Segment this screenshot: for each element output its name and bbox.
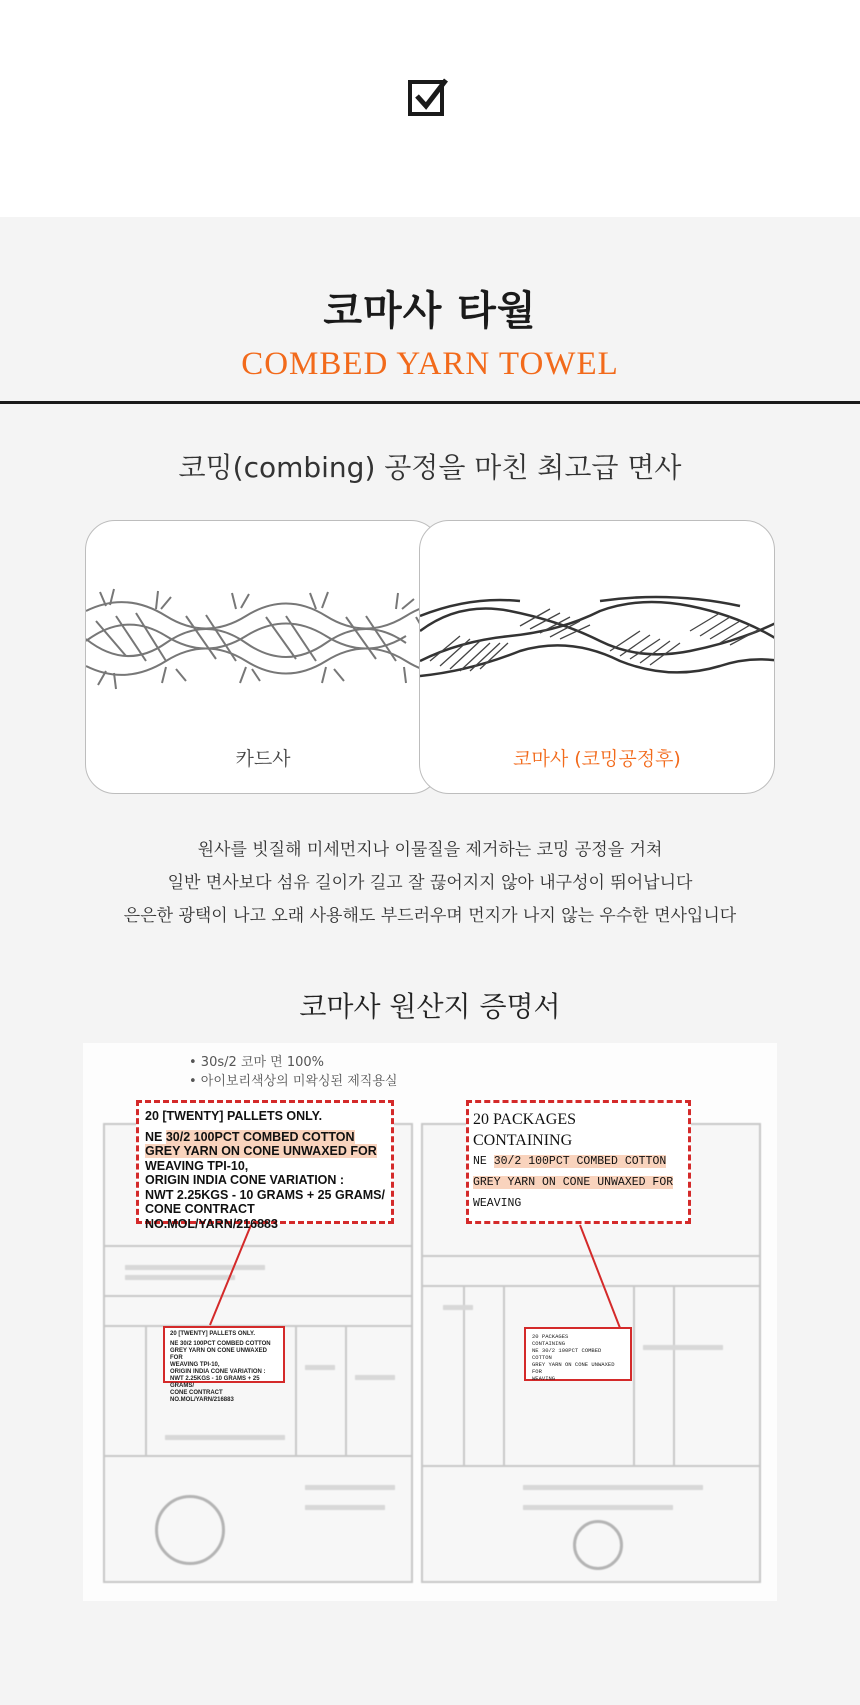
- certificate-heading: 코마사 원산지 증명서: [299, 990, 561, 1023]
- carded-yarn-card: [85, 520, 441, 794]
- callout-highlight: 30/2 100PCT COMBED COTTON: [165, 1129, 355, 1144]
- detail-text: 20 PACKAGES: [532, 1333, 569, 1340]
- callout-highlight: 30/2 100PCT COMBED COTTON: [493, 1155, 667, 1168]
- callout-highlight: GREY YARN ON CONE UNWAXED FOR: [145, 1144, 377, 1158]
- detail-text: WEAVING: [532, 1375, 556, 1382]
- page-subtitle-english: COMBED YARN TOWEL: [241, 346, 619, 382]
- detail-text: ORIGIN INDIA CONE VARIATION :: [170, 1369, 266, 1375]
- note-item: • 30s/2 코마 면 100%: [189, 1055, 325, 1070]
- combed-yarn-label: 코마사 (코밍공정후): [513, 748, 681, 770]
- detail-highlight: 30/2 100PCT COMBED COTTON: [180, 1341, 271, 1347]
- detail-text: CONE CONTRACT NO.MOL/YARN/216883: [170, 1390, 234, 1403]
- callout-prefix: NE: [473, 1155, 494, 1168]
- callout-text: 20 PACKAGES: [473, 1111, 576, 1128]
- certificate-callout-left: [136, 1100, 394, 1231]
- callout-text: CONTAINING: [473, 1132, 573, 1149]
- carded-yarn-label: 카드사: [235, 748, 291, 770]
- combed-yarn-illustration: [420, 581, 775, 701]
- detail-highlight: 30/2 100PCT COMBED COTTON: [532, 1347, 602, 1361]
- certificate-detail-box-left: [163, 1326, 285, 1403]
- callout-text: [473, 1151, 684, 1172]
- callout-prefix: NE: [145, 1129, 166, 1144]
- carded-yarn-illustration: [86, 581, 441, 701]
- description-line-3: 은은한 광택이 나고 오래 사용해도 부드러우며 먼지가 나지 않는 우수한 면사입니다: [123, 906, 737, 926]
- note-item: • 아이보리색상의 미왁싱된 제직용실: [189, 1074, 398, 1089]
- yarn-comparison: [85, 520, 775, 794]
- callout-text: 20 [TWENTY] PALLETS ONLY.: [145, 1109, 323, 1123]
- detail-text: WEAVING TPI-10,: [170, 1362, 220, 1368]
- section-divider: [0, 401, 860, 404]
- checkbox-checked-icon: [408, 76, 450, 118]
- detail-prefix: NE: [532, 1347, 542, 1354]
- detail-text: [532, 1347, 624, 1361]
- callout-text: [145, 1130, 385, 1145]
- combed-yarn-card: [419, 520, 775, 794]
- callout-highlight: GREY YARN ON CONE UNWAXED FOR: [473, 1176, 674, 1189]
- callout-text: CONE CONTRACT NO.MOL/YARN/216883: [145, 1202, 278, 1231]
- certificate-image: [83, 1043, 777, 1601]
- description: [0, 834, 860, 933]
- detail-text: 20 [TWENTY] PALLETS ONLY.: [170, 1331, 256, 1337]
- detail-text: GREY YARN ON CONE UNWAXED FOR: [532, 1361, 615, 1375]
- callout-text: ORIGIN INDIA CONE VARIATION :: [145, 1173, 345, 1187]
- title-block: [0, 217, 860, 401]
- detail-text: [170, 1341, 278, 1348]
- page-title: 코마사 타월: [323, 288, 537, 334]
- certificate-callout-right: [466, 1100, 691, 1224]
- combing-heading: 코밍(combing) 공정을 마친 최고급 면사: [178, 451, 682, 484]
- detail-prefix: NE: [170, 1341, 181, 1347]
- callout-text: WEAVING: [473, 1197, 522, 1210]
- certificate-detail-box-right: [524, 1327, 632, 1381]
- detail-text: GREY YARN ON CONE UNWAXED FOR: [170, 1348, 267, 1361]
- detail-text: NWT 2.25KGS - 10 GRAMS + 25 GRAMS/: [170, 1376, 260, 1389]
- description-line-1: 원사를 빗질해 미세먼지나 이물질을 제거하는 코밍 공정을 거쳐: [197, 840, 663, 860]
- top-band: [0, 0, 860, 217]
- callout-text: WEAVING TPI-10,: [145, 1158, 249, 1173]
- description-line-2: 일반 면사보다 섬유 길이가 길고 잘 끊어지지 않아 내구성이 뛰어납니다: [167, 873, 693, 893]
- detail-text: CONTAINING: [532, 1340, 566, 1347]
- callout-text: NWT 2.25KGS - 10 GRAMS + 25 GRAMS/: [145, 1187, 385, 1202]
